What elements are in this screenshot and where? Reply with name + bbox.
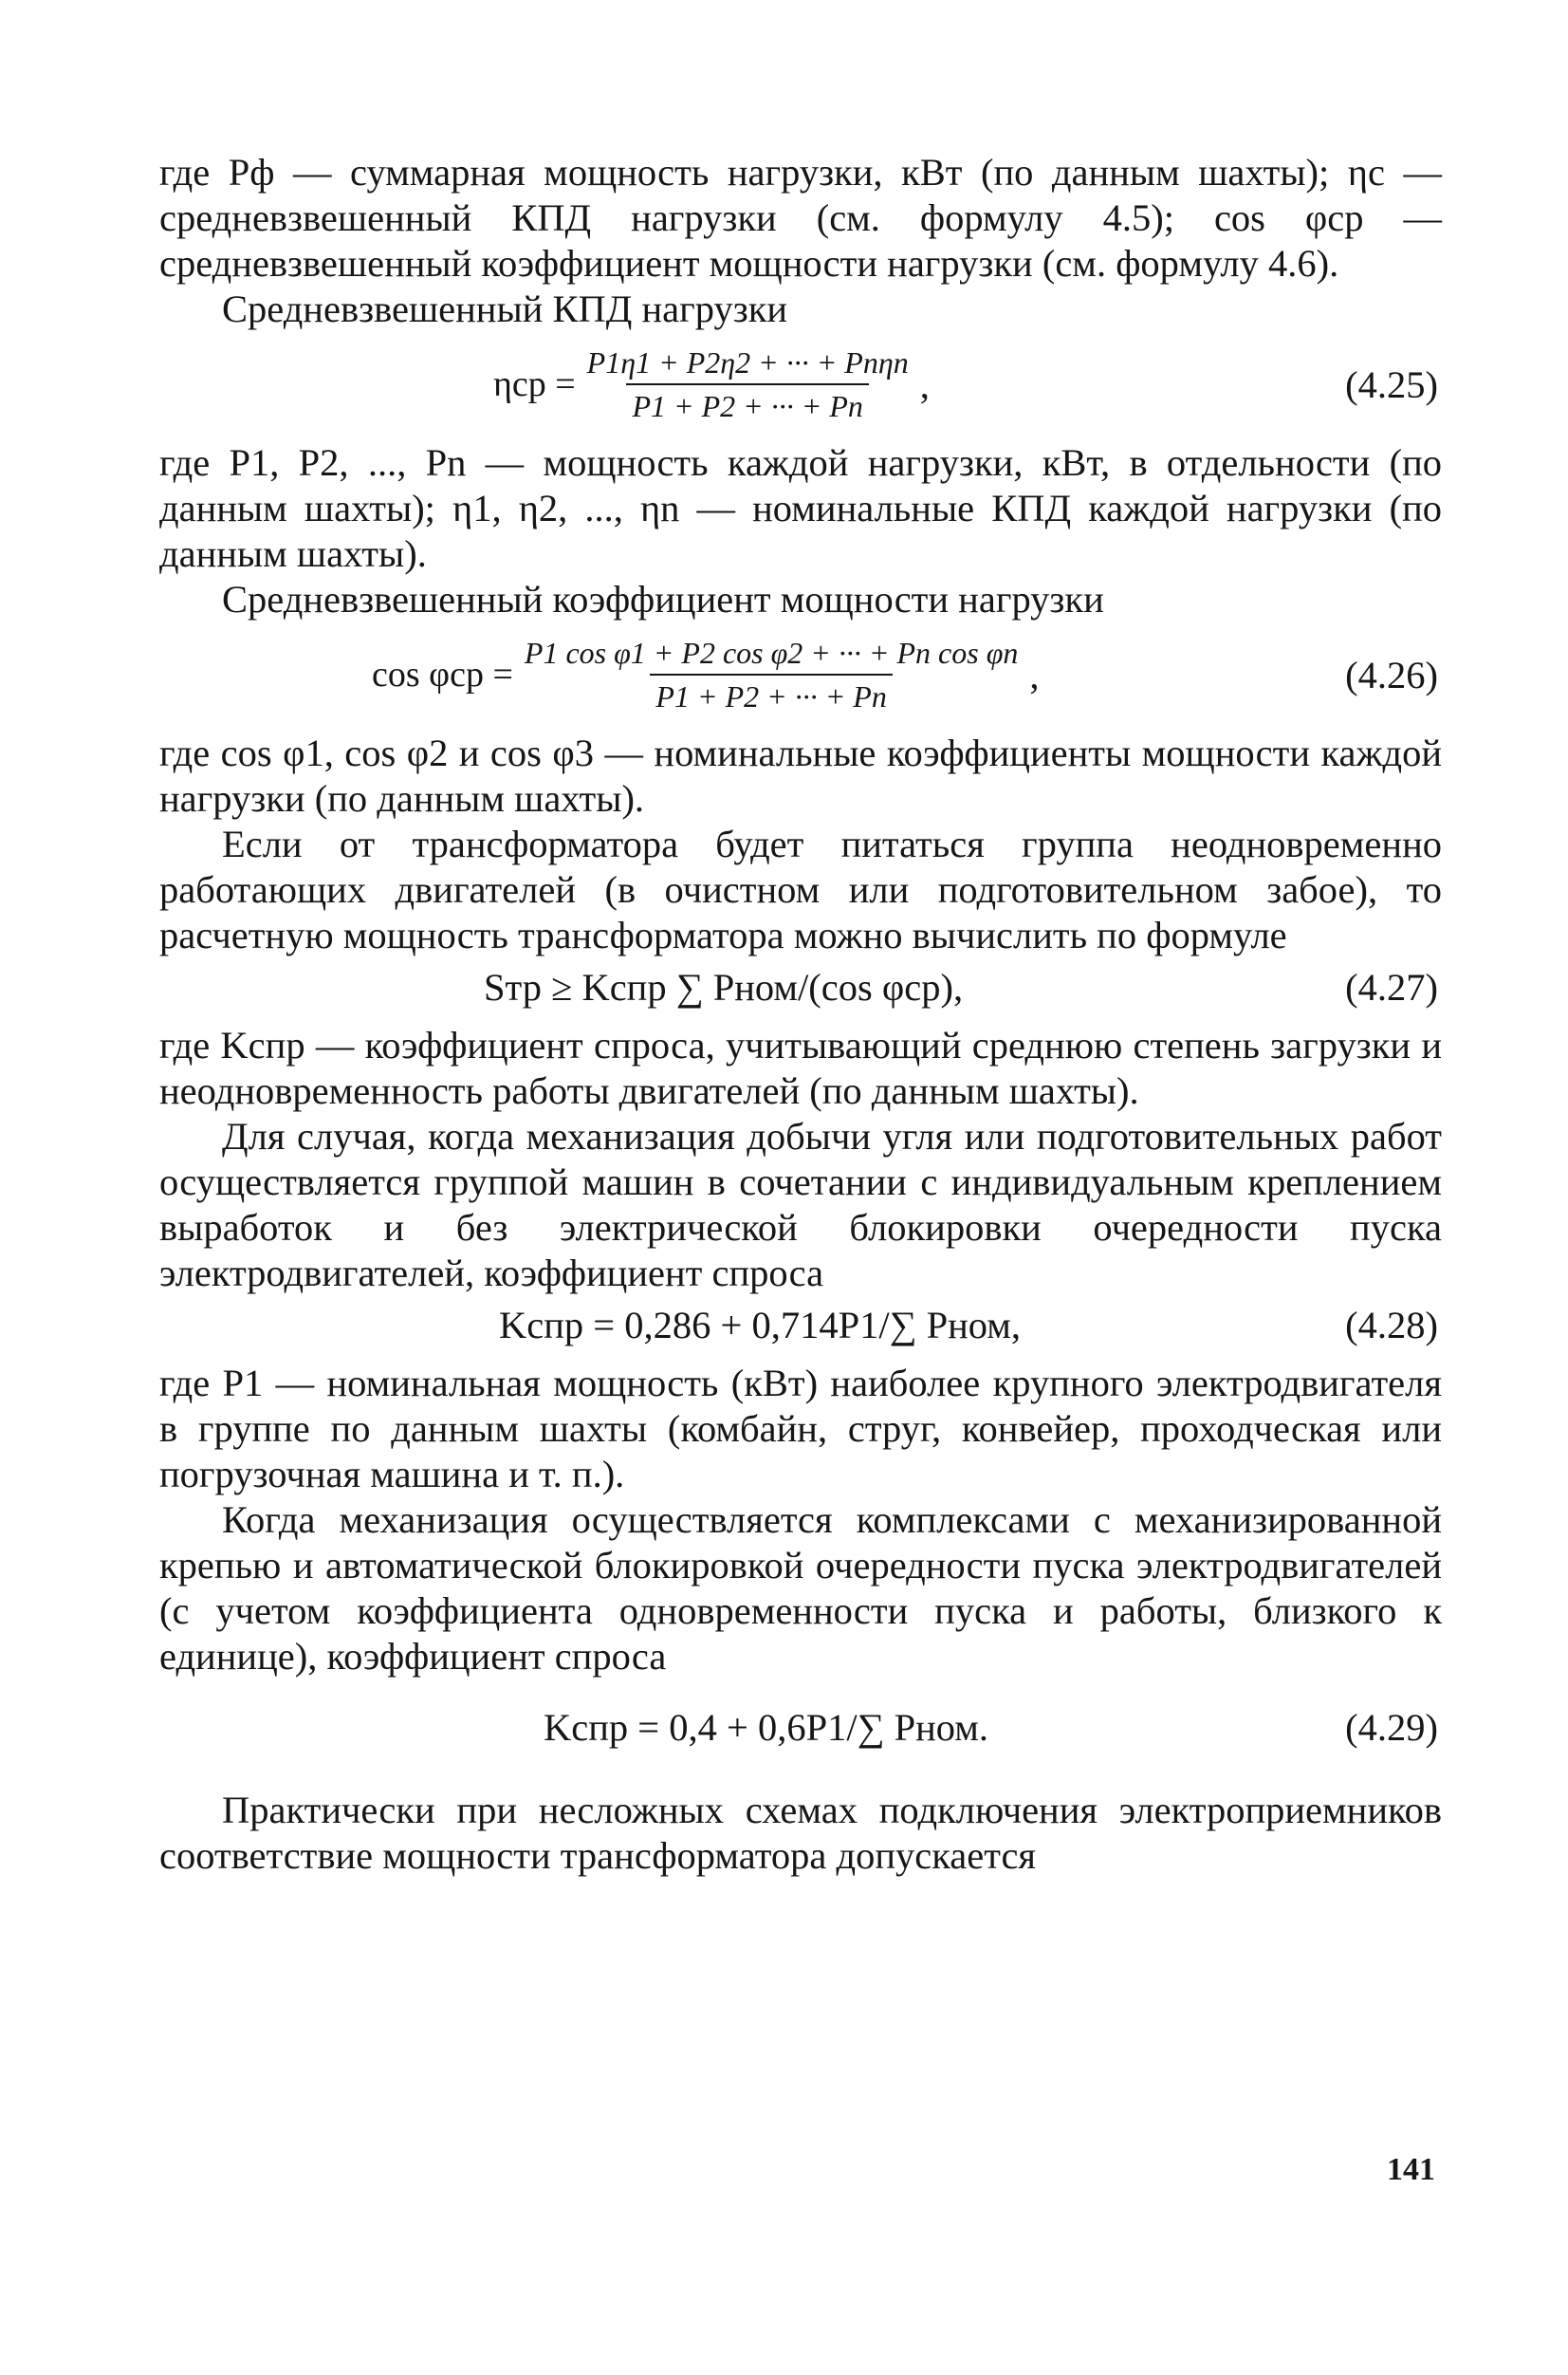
- fraction-denominator: P1 + P2 + ··· + Pn: [650, 674, 892, 714]
- formula-lhs: ηср =: [493, 364, 576, 404]
- equation-number: (4.29): [1345, 1705, 1438, 1749]
- fraction: [519, 636, 1024, 714]
- paragraph-practical-note: Практически при несложных схемах подключения электроприемников соответствие мощности трансформатора допускается: [159, 1789, 1442, 1877]
- fraction-numerator: P1 cos φ1 + P2 cos φ2 + ··· + Pn cos φn: [524, 636, 1019, 670]
- equation-number: (4.27): [1345, 965, 1438, 1009]
- paragraph-transformer-group: Если от трансформатора будет питаться группа неодновременно работающих двигателей (в очистном или подготовительном забое), то расчетную мощность трансформатора можно вычислить по формуле: [159, 823, 1442, 956]
- fraction-denominator: P1 + P2 + ··· + Pn: [626, 383, 868, 423]
- equation-number: (4.25): [1345, 362, 1438, 406]
- fraction: [581, 345, 914, 423]
- formula-text: Kспр = 0,286 + 0,714P1/∑ Pном,: [499, 1303, 1022, 1346]
- paragraph-definitions-4: где P1 — номинальная мощность (кВт) наиболее крупного электродвигателя в группе по данным шахты (комбайн, струг, конвейер, проходческая или погрузочная машина и т. п.).: [159, 1362, 1442, 1495]
- paragraph-power-factor-intro: Средневзвешенный коэффициент мощности нагрузки: [222, 578, 1104, 621]
- formula-4-25: [159, 332, 1442, 436]
- paragraph-demand-coefficient: где Kспр — коэффициент спроса, учитывающий среднюю степень загрузки и неодновременность работы двигателей (по данным шахты).: [159, 1024, 1442, 1112]
- paragraph-definitions-3: где cos φ1, cos φ2 и cos φ3 — номинальные коэффициенты мощности каждой нагрузки (по данным шахты).: [159, 732, 1442, 820]
- paragraph-weighted-efficiency-intro: Средневзвешенный КПД нагрузки: [222, 288, 788, 330]
- formula-text: Kспр = 0,4 + 0,6P1/∑ Pном.: [544, 1705, 989, 1749]
- paragraph-definitions-2: где P1, P2, ..., Pn — мощность каждой нагрузки, кВт, в отдельности (по данным шахты); η1, η2, ..., ηn — номинальные КПД каждой нагрузки (по данным шахты).: [159, 441, 1442, 575]
- equation-number: (4.26): [1345, 653, 1438, 696]
- page-body: [159, 150, 1442, 1879]
- formula-4-26: [159, 622, 1442, 727]
- formula-tail: ,: [1029, 653, 1040, 696]
- formula-tail: ,: [919, 362, 930, 406]
- formula-4-29: [159, 1679, 1442, 1774]
- formula-4-28: [159, 1296, 1442, 1353]
- paragraph-mechanization-case-1: Для случая, когда механизация добычи угля или подготовительных работ осуществляется группой машин в сочетании с индивидуальным креплением выработок и без электрической блокировки очередности пуска электродвигателей, коэффициент спроса: [159, 1115, 1442, 1294]
- formula-text: Sтр ≥ Kспр ∑ Pном/(cos φср),: [484, 965, 964, 1009]
- page-number: 141: [1387, 2152, 1435, 2187]
- fraction-numerator: P1η1 + P2η2 + ··· + Pnηn: [586, 345, 909, 380]
- formula-4-27: [159, 958, 1442, 1015]
- formula-lhs: cos φср =: [372, 655, 513, 695]
- equation-number: (4.28): [1345, 1303, 1438, 1346]
- paragraph-mechanization-case-2: Когда механизация осуществляется комплексами с механизированной крепью и автоматической блокировкой очередности пуска электродвигателей (с учетом коэффициента одновременности пуска и работы, близкого к единице), коэффициент спроса: [159, 1498, 1442, 1678]
- paragraph-definitions-1: где Pф — суммарная мощность нагрузки, кВт (по данным шахты); ηс — средневзвешенный КПД нагрузки (см. формулу 4.5); cos φср — средневзвешенный коэффициент мощности нагрузки (см. формулу 4.6).: [159, 151, 1442, 285]
